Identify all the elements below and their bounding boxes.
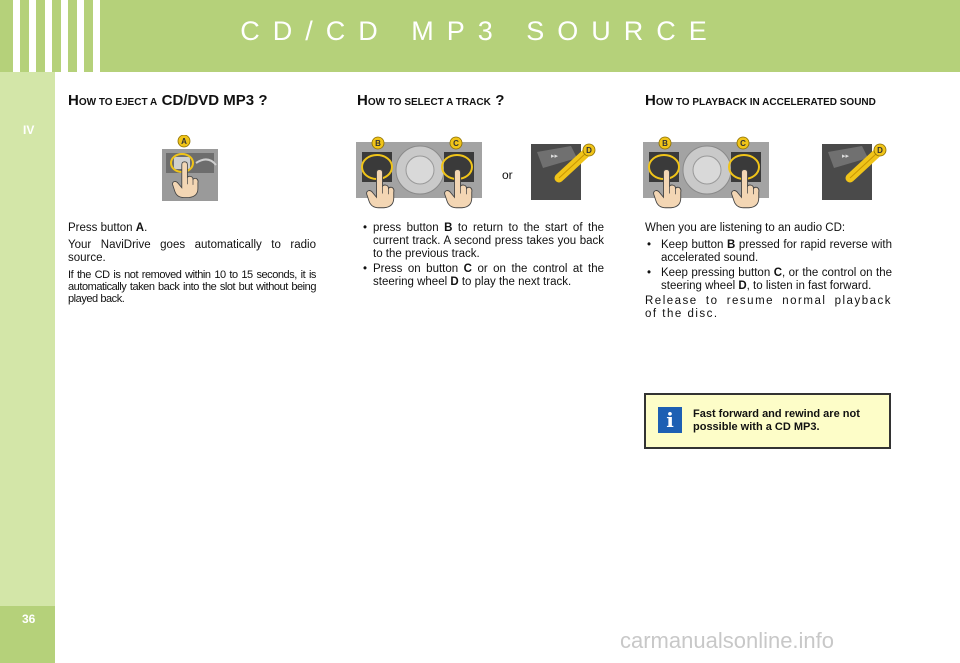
heading-eject	[68, 92, 267, 112]
page-number-box	[0, 606, 55, 663]
heading-main: CD/DVD MP3 ?	[161, 92, 268, 109]
accelerated-playback-illustration	[643, 136, 771, 214]
or-label: or	[502, 168, 513, 182]
eject-step: Press button A.	[68, 222, 148, 234]
select-track-illustration	[356, 136, 484, 214]
steering-control-illustration	[531, 138, 601, 200]
select-track-instructions	[361, 222, 604, 291]
watermark: carmanualsonline.info	[620, 628, 835, 653]
sidebar	[0, 72, 55, 663]
info-icon: i	[658, 407, 682, 433]
eject-illustration	[160, 135, 220, 207]
info-box	[644, 393, 891, 449]
header-stripe	[77, 0, 84, 72]
svg-text:D: D	[877, 146, 883, 155]
chapter-marker: IV	[23, 123, 35, 137]
header-stripe	[93, 0, 100, 72]
svg-text:▸▸: ▸▸	[842, 152, 850, 160]
svg-text:▸▸: ▸▸	[551, 152, 559, 160]
svg-text:C: C	[740, 139, 746, 148]
heading-accelerated-playback: HOW TO PLAYBACK IN ACCELERATED SOUND	[645, 92, 876, 109]
header-stripe	[13, 0, 20, 72]
header-stripe	[45, 0, 52, 72]
list-item: • press button B to return to the start of the current track. A second press takes you back to the previous track.	[361, 222, 604, 261]
heading-select-track: HOW TO SELECT A TRACK ?	[357, 92, 505, 109]
header-bar	[0, 0, 960, 72]
list-item: • Press on button C or on the control at the steering wheel D to play the next track.	[361, 263, 604, 289]
callout-letter: A	[181, 137, 187, 146]
accelerated-playback-instructions	[645, 222, 892, 325]
info-text: Fast forward and rewind are not possible with a CD MP3.	[693, 408, 860, 433]
list-item: • Keep button B pressed for rapid reverse with accelerated sound.	[645, 239, 892, 265]
svg-text:C: C	[453, 139, 459, 148]
list-item: • Keep pressing button C, or the control on the steering wheel D, to listen in fast forward.	[645, 267, 892, 293]
heading-smallcaps: OW TO EJECT A	[78, 97, 158, 108]
svg-text:B: B	[662, 139, 668, 148]
header-stripe	[29, 0, 36, 72]
eject-note: Your NaviDrive goes automatically to radio source.	[68, 239, 316, 264]
svg-text:D: D	[586, 146, 592, 155]
eject-instructions	[68, 222, 316, 309]
playback-intro: When you are listening to an audio CD:	[645, 222, 846, 234]
header-stripe	[61, 0, 68, 72]
page-number: 36	[22, 612, 36, 626]
heading-initial: H	[68, 92, 79, 109]
svg-text:B: B	[375, 139, 381, 148]
eject-warning: If the CD is not removed within 10 to 15 seconds, it is automatically taken back into the slot but without being played back.	[68, 269, 316, 305]
steering-control-illustration	[822, 138, 892, 200]
page-title: CD/CD MP3 SOURCE	[240, 16, 720, 46]
playback-release: Release to resume normal playback of the disc.	[645, 295, 892, 320]
